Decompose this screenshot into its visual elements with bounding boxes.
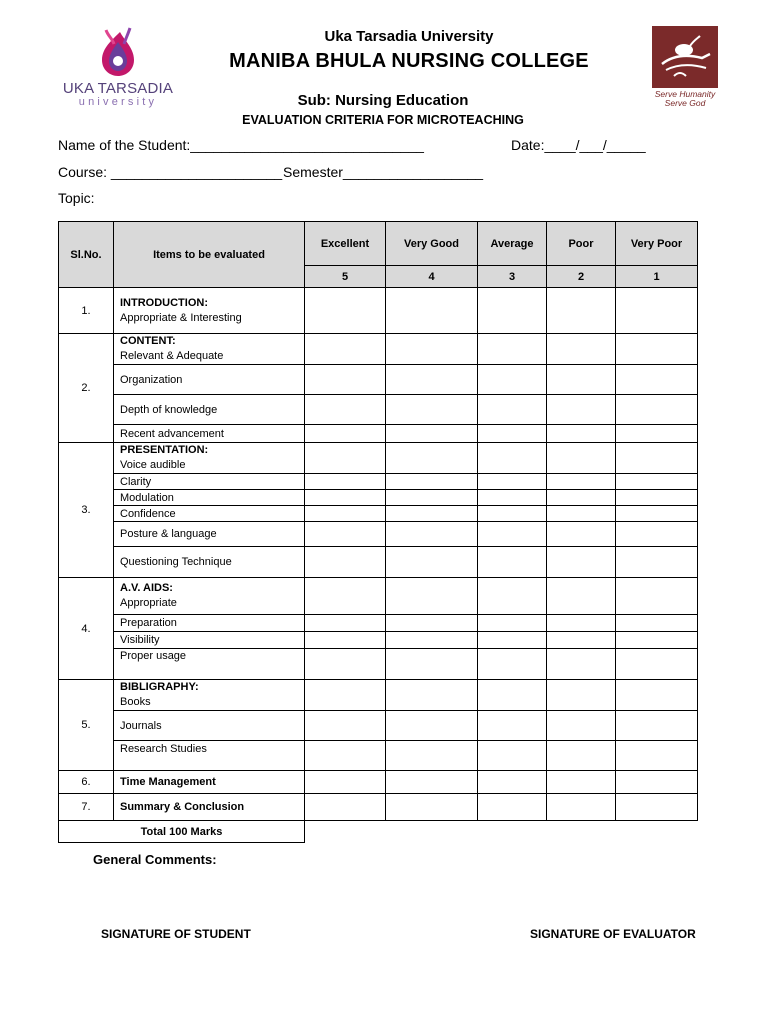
rating-cell[interactable] — [305, 490, 386, 506]
col-slno: Sl.No. — [59, 222, 114, 288]
col-excellent: Excellent — [305, 222, 386, 266]
rating-cell[interactable] — [478, 522, 547, 547]
table-row — [59, 794, 698, 821]
table-row — [59, 443, 698, 474]
evaluator-signature-label: SIGNATURE OF EVALUATOR — [530, 927, 696, 941]
subject-line: Sub: Nursing Education — [297, 92, 469, 109]
item-label: Questioning Technique — [114, 547, 305, 578]
section-title: PRESENTATION: — [120, 444, 209, 456]
rating-cell[interactable] — [305, 395, 386, 425]
rating-cell[interactable] — [616, 547, 698, 578]
rating-cell[interactable] — [547, 490, 616, 506]
section-title: CONTENT: — [120, 335, 176, 347]
total-label: Total 100 Marks — [59, 821, 305, 843]
table-header-row — [59, 222, 698, 266]
rating-cell[interactable] — [616, 522, 698, 547]
rating-cell[interactable] — [305, 443, 386, 474]
rating-cell[interactable] — [305, 632, 386, 649]
table-row — [59, 506, 698, 522]
rating-cell[interactable] — [386, 711, 478, 741]
rating-cell[interactable] — [478, 506, 547, 522]
item-label: Recent advancement — [114, 425, 305, 443]
rating-cell[interactable] — [547, 711, 616, 741]
rating-cell[interactable] — [616, 680, 698, 711]
rating-cell[interactable] — [547, 632, 616, 649]
rating-cell[interactable] — [386, 771, 478, 794]
rating-cell[interactable] — [616, 771, 698, 794]
rating-cell[interactable] — [616, 474, 698, 490]
item-label: Appropriate & Interesting — [120, 311, 242, 324]
table-row — [59, 395, 698, 425]
section-title: INTRODUCTION: — [120, 296, 208, 309]
rating-cell[interactable] — [616, 615, 698, 632]
section-number: 7. — [59, 794, 114, 821]
table-row — [59, 649, 698, 680]
rating-cell[interactable] — [386, 741, 478, 771]
total-blank — [305, 821, 698, 843]
rating-cell[interactable] — [547, 522, 616, 547]
emblem-motto-1: Serve Humanity — [654, 89, 716, 99]
col-average: Average — [478, 222, 547, 266]
table-row — [59, 680, 698, 711]
rating-cell[interactable] — [616, 711, 698, 741]
total-row — [59, 821, 698, 843]
rating-cell[interactable] — [616, 288, 698, 334]
table-row — [59, 578, 698, 615]
semester-field[interactable]: Semester__________________ — [283, 164, 484, 180]
rating-cell[interactable] — [547, 334, 616, 365]
rating-cell[interactable] — [478, 711, 547, 741]
rating-cell[interactable] — [547, 443, 616, 474]
col-very-good: Very Good — [386, 222, 478, 266]
student-name-field[interactable]: Name of the Student:______________________________ — [58, 137, 424, 153]
table-row — [59, 615, 698, 632]
item-label: Research Studies — [114, 741, 305, 771]
col-very-poor: Very Poor — [616, 222, 698, 266]
topic-field[interactable]: Topic: — [58, 190, 95, 206]
table-row — [59, 771, 698, 794]
table-row — [59, 365, 698, 395]
rating-cell[interactable] — [616, 490, 698, 506]
rating-cell[interactable] — [616, 365, 698, 395]
rating-cell[interactable] — [386, 425, 478, 443]
rating-cell[interactable] — [478, 443, 547, 474]
rating-cell[interactable] — [616, 632, 698, 649]
rating-cell[interactable] — [547, 771, 616, 794]
rating-cell[interactable] — [386, 649, 478, 680]
rating-cell[interactable] — [386, 794, 478, 821]
rating-cell[interactable] — [305, 771, 386, 794]
rating-cell[interactable] — [305, 741, 386, 771]
section-number: 4. — [59, 578, 114, 680]
section-title: BIBLIGRAPHY: — [120, 681, 199, 693]
rating-cell[interactable] — [305, 711, 386, 741]
table-row — [59, 288, 698, 334]
item-label: Appropriate — [120, 597, 177, 609]
rating-cell[interactable] — [386, 490, 478, 506]
rating-cell[interactable] — [547, 741, 616, 771]
rating-cell[interactable] — [478, 794, 547, 821]
table-row — [59, 711, 698, 741]
rating-cell[interactable] — [616, 649, 698, 680]
rating-cell[interactable] — [386, 506, 478, 522]
score-1: 1 — [616, 266, 698, 288]
item-label: Voice audible — [120, 459, 186, 471]
rating-cell[interactable] — [386, 680, 478, 711]
section-title: Summary & Conclusion — [114, 794, 305, 821]
section-number: 6. — [59, 771, 114, 794]
col-poor: Poor — [547, 222, 616, 266]
rating-cell[interactable] — [616, 741, 698, 771]
rating-cell[interactable] — [305, 680, 386, 711]
rating-cell[interactable] — [478, 365, 547, 395]
rating-cell[interactable] — [386, 615, 478, 632]
college-name: MANIBA BHULA NURSING COLLEGE — [229, 50, 589, 72]
score-4: 4 — [386, 266, 478, 288]
evaluation-table — [58, 221, 698, 843]
rating-cell[interactable] — [547, 365, 616, 395]
rating-cell[interactable] — [478, 288, 547, 334]
rating-cell[interactable] — [616, 334, 698, 365]
course-field[interactable]: Course: ______________________ — [58, 164, 283, 180]
rating-cell[interactable] — [547, 474, 616, 490]
rating-cell[interactable] — [386, 365, 478, 395]
item-cell — [114, 443, 305, 474]
rating-cell[interactable] — [478, 649, 547, 680]
rating-cell[interactable] — [305, 547, 386, 578]
rating-cell[interactable] — [386, 632, 478, 649]
logo-wordmark: UKA TARSADIA — [62, 80, 174, 97]
section-number: 1. — [59, 288, 114, 334]
table-row — [59, 425, 698, 443]
table-row — [59, 474, 698, 490]
rating-cell[interactable] — [616, 443, 698, 474]
item-label: Journals — [114, 711, 305, 741]
form-title: EVALUATION CRITERIA FOR MICROTEACHING — [242, 113, 524, 127]
table-row — [59, 632, 698, 649]
rating-cell[interactable] — [616, 425, 698, 443]
section-number: 2. — [59, 334, 114, 443]
section-number: 3. — [59, 443, 114, 578]
rating-cell[interactable] — [305, 578, 386, 615]
rating-cell[interactable] — [386, 395, 478, 425]
rating-cell[interactable] — [305, 615, 386, 632]
section-title: A.V. AIDS: — [120, 582, 173, 594]
rating-cell[interactable] — [478, 632, 547, 649]
rating-cell[interactable] — [547, 649, 616, 680]
table-row — [59, 547, 698, 578]
item-label: Books — [120, 696, 151, 708]
rating-cell[interactable] — [478, 395, 547, 425]
item-label: Modulation — [114, 490, 305, 506]
logo-subword: university — [78, 96, 158, 108]
rating-cell[interactable] — [478, 334, 547, 365]
item-label: Posture & language — [114, 522, 305, 547]
rating-cell[interactable] — [386, 334, 478, 365]
rating-cell[interactable] — [547, 395, 616, 425]
item-label: Clarity — [114, 474, 305, 490]
student-signature-label: SIGNATURE OF STUDENT — [101, 927, 251, 941]
rating-cell[interactable] — [305, 522, 386, 547]
score-3: 3 — [478, 266, 547, 288]
item-label: Visibility — [114, 632, 305, 649]
rating-cell[interactable] — [478, 578, 547, 615]
rating-cell[interactable] — [305, 506, 386, 522]
rating-cell[interactable] — [305, 288, 386, 334]
item-label: Depth of knowledge — [114, 395, 305, 425]
rating-cell[interactable] — [478, 615, 547, 632]
table-row — [59, 522, 698, 547]
item-cell — [114, 334, 305, 365]
rating-cell[interactable] — [386, 443, 478, 474]
section-title: Time Management — [114, 771, 305, 794]
table-row — [59, 334, 698, 365]
rating-cell[interactable] — [547, 506, 616, 522]
university-name: Uka Tarsadia University — [324, 28, 494, 45]
item-label: Preparation — [114, 615, 305, 632]
rating-cell[interactable] — [547, 578, 616, 615]
rating-cell[interactable] — [616, 578, 698, 615]
rating-cell[interactable] — [478, 680, 547, 711]
rating-cell[interactable] — [478, 547, 547, 578]
rating-cell[interactable] — [478, 474, 547, 490]
rating-cell[interactable] — [547, 288, 616, 334]
rating-cell[interactable] — [305, 474, 386, 490]
col-items: Items to be evaluated — [114, 222, 305, 288]
rating-cell[interactable] — [547, 794, 616, 821]
item-label: Proper usage — [114, 649, 305, 680]
emblem-motto-2: Serve God — [664, 98, 706, 108]
rating-cell[interactable] — [386, 474, 478, 490]
score-2: 2 — [547, 266, 616, 288]
rating-cell[interactable] — [547, 615, 616, 632]
rating-cell[interactable] — [478, 741, 547, 771]
rating-cell[interactable] — [386, 547, 478, 578]
rating-cell[interactable] — [478, 490, 547, 506]
rating-cell[interactable] — [386, 288, 478, 334]
item-cell — [114, 680, 305, 711]
rating-cell[interactable] — [616, 506, 698, 522]
item-cell — [114, 578, 305, 615]
item-cell — [114, 288, 305, 334]
rating-cell[interactable] — [478, 771, 547, 794]
score-5: 5 — [305, 266, 386, 288]
rating-cell[interactable] — [305, 649, 386, 680]
item-label: Confidence — [114, 506, 305, 522]
rating-cell[interactable] — [547, 425, 616, 443]
item-label: Relevant & Adequate — [120, 350, 224, 362]
rating-cell[interactable] — [305, 334, 386, 365]
rating-cell[interactable] — [547, 680, 616, 711]
rating-cell[interactable] — [386, 578, 478, 615]
section-number: 5. — [59, 680, 114, 771]
rating-cell[interactable] — [386, 522, 478, 547]
item-label: Organization — [114, 365, 305, 395]
table-row — [59, 741, 698, 771]
rating-cell[interactable] — [616, 395, 698, 425]
rating-cell[interactable] — [305, 794, 386, 821]
rating-cell[interactable] — [616, 794, 698, 821]
rating-cell[interactable] — [305, 365, 386, 395]
date-field[interactable]: Date:____/___/_____ — [511, 137, 646, 153]
rating-cell[interactable] — [305, 425, 386, 443]
rating-cell[interactable] — [478, 425, 547, 443]
general-comments-label: General Comments: — [93, 852, 217, 867]
rating-cell[interactable] — [547, 547, 616, 578]
table-row — [59, 490, 698, 506]
